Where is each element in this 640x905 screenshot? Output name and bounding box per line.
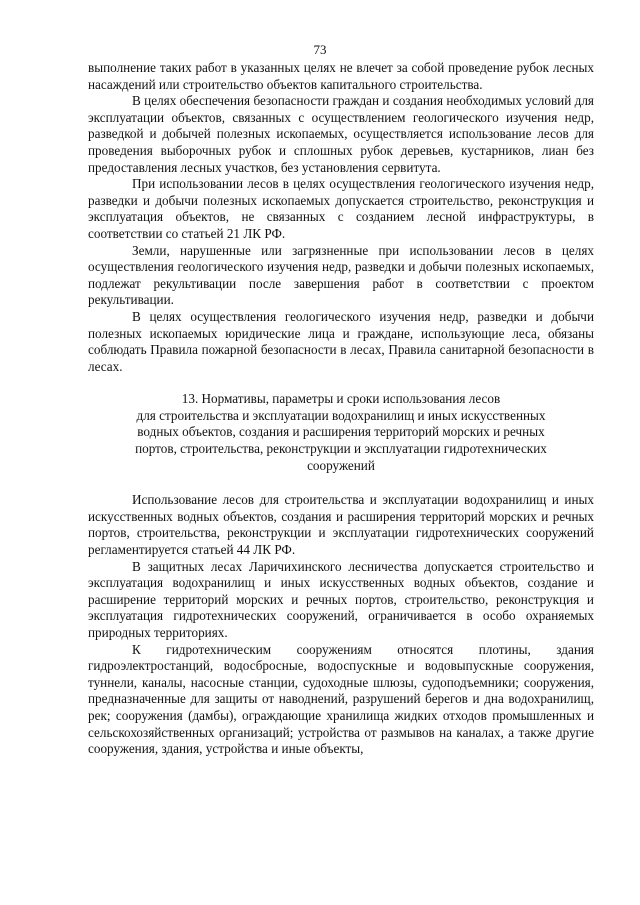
paragraph: В целях осуществления геологического изучения недр, разведки и добычи полезных ископаемых юридические лица и граждане, использующие леса, обязаны соблюдать Правила пожарной безопасности в лесах, Правила санитарной безопасности в лесах. [88,308,594,374]
section-heading [88,391,594,474]
section-heading-line: водных объектов, создания и расширения территорий морских и речных [137,424,545,440]
page-number: 73 [313,42,327,57]
paragraph: выполнение таких работ в указанных целях не влечет за собой проведение рубок лесных насаждений или строительство объектов капитального строительства. [88,60,594,92]
section-heading-line: 13. Нормативы, параметры и сроки использования лесов [181,391,501,407]
paragraph: Земли, нарушенные или загрязненные при использовании лесов в целях осуществления геологического изучения недр, разведки и добычи полезных ископаемых, подлежат рекультивации после завершения работ в соответствии с проектом рекультивации. [88,242,594,308]
paragraph: При использовании лесов в целях осуществления геологического изучения недр, разведки и добычи полезных ископаемых допускается строительство, реконструкция и эксплуатация объектов, не связанных с созданием лесной инфраструктуры, в соответствии со статьей 21 ЛК РФ. [88,176,594,241]
section-heading-line: сооружений [307,457,375,473]
paragraph: К гидротехническим сооружениям относятся плотины, здания гидроэлектростанций, водосбросные, водоспускные и водовыпускные сооружения, туннели, каналы, насосные станции, судоходные шлюзы, судоподъемники; сооружения, предназначенные для защиты от наводнений, разрушений берегов и дна водохранилищ, рек; сооружения (дамбы), ограждающие хранилища жидких отходов промышленных и сельскохозяйственных организаций; устройства от размывов на каналах, а также другие сооружения, здания, устройства и иные объекты, [88,641,594,757]
section-heading-line: портов, строительства, реконструкции и эксплуатации гидротехнических [135,441,547,457]
section-heading-line: для строительства и эксплуатации водохранилищ и иных искусственных [136,407,546,423]
paragraph: В целях обеспечения безопасности граждан и создания необходимых условий для эксплуатации объектов, связанных с осуществлением геологического изучения недр, разведкой и добычей полезных ископаемых, осуществляется использование лесов для проведения выборочных рубок и сплошных рубок деревьев, кустарников, лиан без предоставления лесных участков, без установления сервитута. [88,93,594,175]
paragraph: В защитных лесах Ларичихинского лесничества допускается строительство и эксплуатация водохранилищ и иных искусственных водных объектов, создание и расширение территорий морских и речных портов, строительство, реконструкция и эксплуатация гидротехнических сооружений, ограничивается в особо охраняемых природных территориях. [88,558,594,640]
document-body [88,60,594,758]
paragraph: Использование лесов для строительства и эксплуатации водохранилищ и иных искусственных водных объектов, создания и расширения территорий морских и речных портов, строительства, реконструкции и эксплуатации гидротехнических сооружений регламентируется статьей 44 ЛК РФ. [88,492,594,558]
